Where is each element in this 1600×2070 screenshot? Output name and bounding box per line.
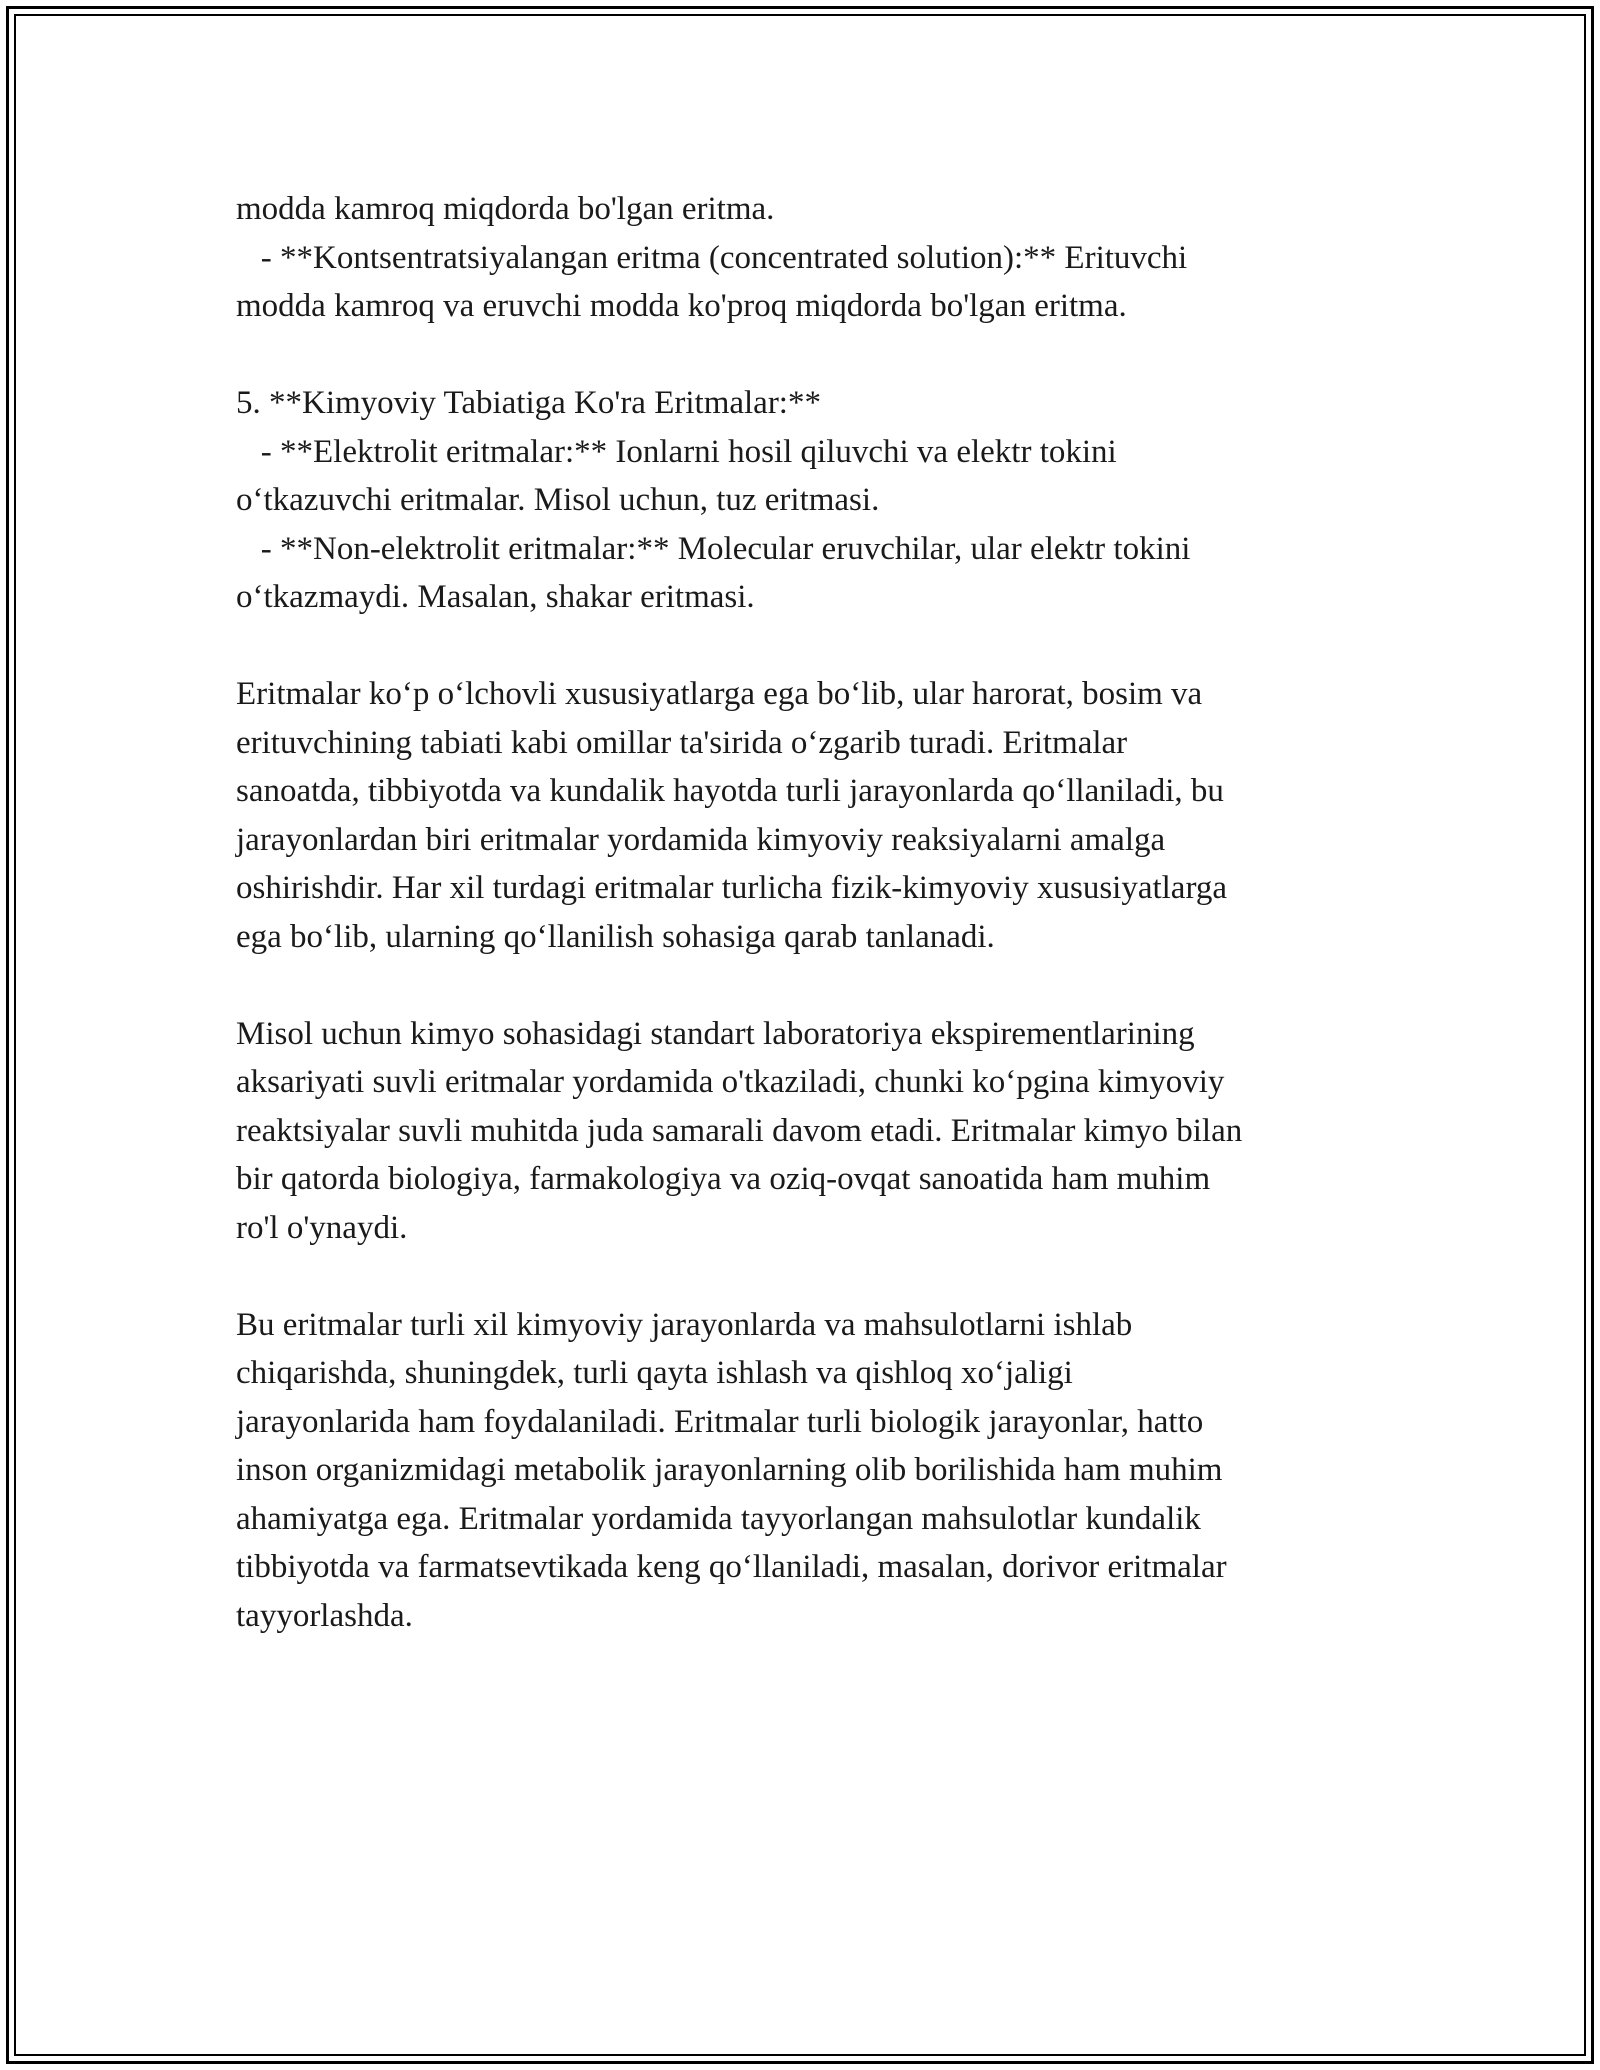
paragraph-applications (236, 1301, 1366, 1641)
text-line: o‘tkazuvchi eritmalar. Misol uchun, tuz eritmasi. (236, 482, 880, 518)
text-line: - **Elektrolit eritmalar:** Ionlarni hosil qiluvchi va elektr tokini (236, 433, 1117, 470)
paragraph-concentration-end (236, 185, 1366, 331)
text-line: aksariyati suvli eritmalar yordamida o'tkaziladi, chunki ko‘pgina kimyoviy (236, 1064, 1225, 1100)
text-line: ro'l o'ynaydi. (236, 1209, 408, 1246)
text-line: inson organizmidagi metabolik jarayonlarning olib borilishida ham muhim (236, 1452, 1223, 1488)
text-line: ega bo‘lib, ularning qo‘llanilish sohasiga qarab tanlanadi. (236, 918, 995, 955)
paragraph-chemical-nature (236, 379, 1366, 622)
text-line: oshirishdir. Har xil turdagi eritmalar turlicha fizik-kimyoviy xususiyatlarga (236, 870, 1227, 906)
text-line: sanoatda, tibbiyotda va kundalik hayotda turli jarayonlarda qo‘llaniladi, bu (236, 773, 1224, 809)
section-heading: 5. **Kimyoviy Tabiatiga Ko'ra Eritmalar:** (236, 385, 821, 421)
text-line: o‘tkazmaydi. Masalan, shakar eritmasi. (236, 579, 755, 615)
text-line: Eritmalar ko‘p o‘lchovli xususiyatlarga ega bo‘lib, ular harorat, bosim va (236, 676, 1203, 712)
text-line: jarayonlardan biri eritmalar yordamida kimyoviy reaksiyalarni amalga (236, 821, 1166, 858)
text-line: ahamiyatga ega. Eritmalar yordamida tayyorlangan mahsulotlar kundalik (236, 1500, 1201, 1537)
paragraph-properties (236, 670, 1366, 961)
text-line: tayyorlashda. (236, 1597, 413, 1634)
text-line: reaktsiyalar suvli muhitda juda samarali davom etadi. Eritmalar kimyo bilan (236, 1112, 1243, 1149)
text-line: Bu eritmalar turli xil kimyoviy jarayonlarda va mahsulotlarni ishlab (236, 1306, 1133, 1343)
text-line: - **Kontsentratsiyalangan eritma (concentrated solution):** Erituvchi (236, 239, 1188, 276)
text-line: chiqarishda, shuningdek, turli qayta ishlash va qishloq xo‘jaligi (236, 1355, 1073, 1391)
text-line: Misol uchun kimyo sohasidagi standart laboratoriya ekspirementlarining (236, 1015, 1195, 1052)
text-line: erituvchining tabiati kabi omillar ta'sirida o‘zgarib turadi. Eritmalar (236, 724, 1128, 761)
text-line: tibbiyotda va farmatsevtikada keng qo‘llaniladi, masalan, dorivor eritmalar (236, 1549, 1227, 1585)
text-line: modda kamroq va eruvchi modda ko'proq miqdorda bo'lgan eritma. (236, 288, 1127, 324)
text-line: - **Non-elektrolit eritmalar:** Molecular eruvchilar, ular elektr tokini (236, 530, 1191, 567)
text-line: bir qatorda biologiya, farmakologiya va oziq-ovqat sanoatida ham muhim (236, 1161, 1211, 1197)
text-line: modda kamroq miqdorda bo'lgan eritma. (236, 191, 775, 227)
document-body (236, 185, 1366, 1689)
text-line: jarayonlarida ham foydalaniladi. Eritmalar turli biologik jarayonlar, hatto (236, 1403, 1204, 1440)
paragraph-laboratory (236, 1010, 1366, 1253)
